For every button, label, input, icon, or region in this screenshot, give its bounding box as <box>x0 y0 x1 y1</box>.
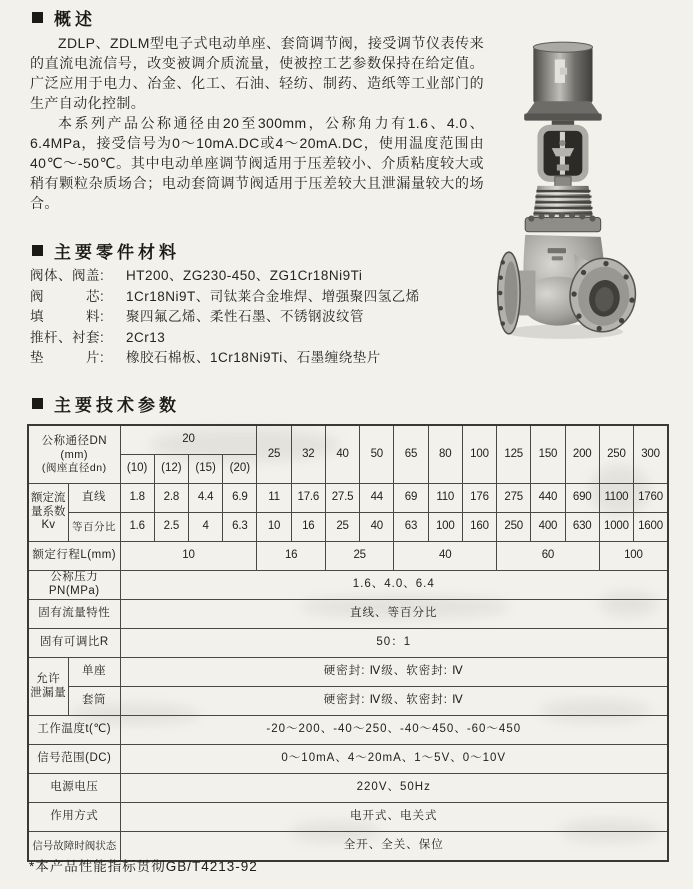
table-cell: 40 <box>394 542 497 571</box>
row-label-cell: 工作温度t(℃) <box>28 716 120 745</box>
table-cell: 1100 <box>599 484 633 513</box>
dn-label: 公称通径DN <box>41 434 108 447</box>
table-cell: 25 <box>325 542 393 571</box>
material-value: 聚四氟乙烯、柔性石墨、不锈钢波纹管 <box>126 309 364 324</box>
table-cell: 0～10mA、4～20mA、1～5V、0～10V <box>120 745 668 774</box>
parameters-table <box>27 424 669 862</box>
table-cell: 176 <box>462 484 496 513</box>
table-cell: 16 <box>257 542 325 571</box>
section-header-materials <box>32 238 180 263</box>
table-cell: 硬密封: Ⅳ级、软密封: Ⅳ <box>120 687 668 716</box>
table-cell: 440 <box>531 484 565 513</box>
table-row <box>28 600 668 629</box>
table-header-cell: 150 <box>531 425 565 484</box>
row-label-cell: 信号范围(DC) <box>28 745 120 774</box>
kv-label-line: 量系数Kv <box>31 505 66 532</box>
table-row <box>28 484 668 513</box>
material-value: 1Cr18Ni9T、司钛莱合金堆焊、增强聚四氢乙烯 <box>126 288 420 304</box>
table-header-cell: (15) <box>188 455 222 484</box>
table-row <box>28 629 668 658</box>
table-header-cell: 80 <box>428 425 462 484</box>
table-header-cell: 50 <box>360 425 394 484</box>
table-cell: 1.8 <box>120 484 154 513</box>
section-header-parameters <box>32 391 180 416</box>
table-cell: 69 <box>394 484 428 513</box>
table-cell: 11 <box>257 484 291 513</box>
kv-label-line: 额定流 <box>31 491 66 504</box>
left-flange <box>498 252 520 334</box>
table-header-cell <box>28 425 120 484</box>
table-row <box>28 745 668 774</box>
table-header-cell: (10) <box>120 455 154 484</box>
kv-label-cell <box>28 484 68 542</box>
overview-paragraph: 本系列产品公称通径由20至300mm，公称角力有1.6、4.0、6.4MPa，接受信号为0～10mA.DC或4～20mA.DC，使用温度范围由40℃～-50℃。其中电动单座调节阀适用于压差较小、介质粘度较大或稍有颗粒杂质场合；电动套筒调节阀适用于压差较大且泄漏量较大的场合。 <box>30 115 484 211</box>
row-label-cell: 直线 <box>68 484 120 513</box>
table-header-cell: 25 <box>257 425 291 484</box>
table-header-cell: (20) <box>223 455 257 484</box>
row-label-cell: 作用方式 <box>28 803 120 832</box>
leakage-label-cell <box>28 658 68 716</box>
table-header-cell: 65 <box>394 425 428 484</box>
list-item <box>30 287 500 308</box>
list-item <box>30 328 500 349</box>
valve-product-photo <box>494 38 638 344</box>
casting-mark <box>552 256 563 260</box>
table-cell: 275 <box>497 484 531 513</box>
section-bullet-icon <box>32 12 43 23</box>
material-label: 填 料: <box>30 309 105 324</box>
table-cell: 25 <box>325 513 359 542</box>
table-cell: 直线、等百分比 <box>120 600 668 629</box>
table-header-cell: 32 <box>291 425 325 484</box>
table-cell: 1760 <box>634 484 668 513</box>
table-cell: 160 <box>462 513 496 542</box>
material-label: 推杆、衬套: <box>30 329 105 345</box>
leakage-label-line: 允许 <box>36 672 61 685</box>
table-cell: 110 <box>428 484 462 513</box>
table-header-cell: 20 <box>120 425 257 455</box>
row-label-cell: 固有可调比R <box>28 629 120 658</box>
table-cell: 17.6 <box>291 484 325 513</box>
table-cell: 硬密封: Ⅳ级、软密封: Ⅳ <box>120 658 668 687</box>
table-cell: 6.9 <box>223 484 257 513</box>
table-cell: 16 <box>291 513 325 542</box>
table-row <box>28 716 668 745</box>
materials-list <box>30 266 500 369</box>
table-cell: 220V、50Hz <box>120 774 668 803</box>
table-row <box>28 687 668 716</box>
section-header-overview <box>32 5 96 30</box>
table-row <box>28 571 668 600</box>
table-header-cell: (12) <box>154 455 188 484</box>
list-item <box>30 266 500 287</box>
table-cell: 400 <box>531 513 565 542</box>
footnote: *本产品性能指标贯彻GB/T4213-92 <box>29 859 258 874</box>
list-item <box>30 348 500 369</box>
overview-text <box>30 33 484 213</box>
row-label-cell: 套筒 <box>68 687 120 716</box>
table-cell: 4 <box>188 513 222 542</box>
table-cell: 1.6 <box>120 513 154 542</box>
material-value: 橡胶石棉板、1Cr18Ni9Ti、石墨缠绕垫片 <box>126 350 381 365</box>
table-cell: 1600 <box>634 513 668 542</box>
table-cell: 1000 <box>599 513 633 542</box>
table-header-cell: 300 <box>634 425 668 484</box>
table-cell: 27.5 <box>325 484 359 513</box>
table-cell: 电开式、电关式 <box>120 803 668 832</box>
table-cell: 10 <box>257 513 291 542</box>
section-bullet-icon <box>32 245 43 256</box>
material-label: 阀体、阀盖: <box>30 268 105 283</box>
table-cell: 63 <box>394 513 428 542</box>
table-cell: 40 <box>360 513 394 542</box>
table-cell: 690 <box>565 484 599 513</box>
table-cell: 6.3 <box>223 513 257 542</box>
table-cell: 100 <box>599 542 668 571</box>
dn-unit: (mm) <box>60 448 89 461</box>
section-title: 主要技术参数 <box>54 396 180 415</box>
overview-paragraph: ZDLP、ZDLM型电子式电动单座、套筒调节阀，接受调节仪表传来的直流电流信号，改变被调介质流量，使被控工艺参数保持在给定值。广泛应用于电力、冶金、化工、石油、轻纺、制药、造纸等工业部门的生产自动化控制。 <box>30 35 484 111</box>
table-cell: 10 <box>120 542 257 571</box>
table-cell: 2.5 <box>154 513 188 542</box>
table-header-cell: 40 <box>325 425 359 484</box>
table-header-cell: 200 <box>565 425 599 484</box>
row-label-cell: 固有流量特性 <box>28 600 120 629</box>
table-cell: 全开、全关、保位 <box>120 832 668 862</box>
table-row <box>28 803 668 832</box>
table-row <box>28 774 668 803</box>
section-bullet-icon <box>32 398 43 409</box>
table-header-cell: 125 <box>497 425 531 484</box>
table-header-cell: 250 <box>599 425 633 484</box>
leakage-label-line: 泄漏量 <box>30 686 67 699</box>
table-row <box>28 513 668 542</box>
section-title: 主要零件材料 <box>54 243 180 262</box>
material-value: 2Cr13 <box>126 329 166 345</box>
row-label-cell: 公称压力PN(MPa) <box>28 571 120 600</box>
actuator-motor-housing <box>524 42 602 129</box>
table-cell: 50：1 <box>120 629 668 658</box>
table-header-row <box>28 425 668 455</box>
table-row <box>28 658 668 687</box>
material-label: 阀 芯: <box>30 288 105 304</box>
bonnet-bellows <box>533 186 592 217</box>
table-row <box>28 542 668 571</box>
table-cell: -20～200、-40～250、-40～450、-60～450 <box>120 716 668 745</box>
table-cell: 60 <box>497 542 600 571</box>
row-label-cell: 单座 <box>68 658 120 687</box>
table-cell: 1.6、4.0、6.4 <box>120 571 668 600</box>
material-label: 垫 片: <box>30 350 105 365</box>
table-cell: 630 <box>565 513 599 542</box>
row-label-cell: 等百分比 <box>68 513 120 542</box>
list-item <box>30 307 500 328</box>
table-cell: 100 <box>428 513 462 542</box>
table-cell: 2.8 <box>154 484 188 513</box>
row-label-cell: 信号故障时阀状态 <box>28 832 120 862</box>
section-title: 概述 <box>54 10 96 29</box>
row-label-cell: 额定行程L(mm) <box>28 542 120 571</box>
table-header-cell: 100 <box>462 425 496 484</box>
casting-mark <box>548 248 566 253</box>
table-cell: 44 <box>360 484 394 513</box>
row-label-cell: 电源电压 <box>28 774 120 803</box>
table-cell: 250 <box>497 513 531 542</box>
dn-sub-label: (阀座直径dn) <box>41 461 107 474</box>
table-cell: 4.4 <box>188 484 222 513</box>
material-value: HT200、ZG230-450、ZG1Cr18Ni9Ti <box>126 268 363 283</box>
actuator-yoke <box>541 128 586 187</box>
